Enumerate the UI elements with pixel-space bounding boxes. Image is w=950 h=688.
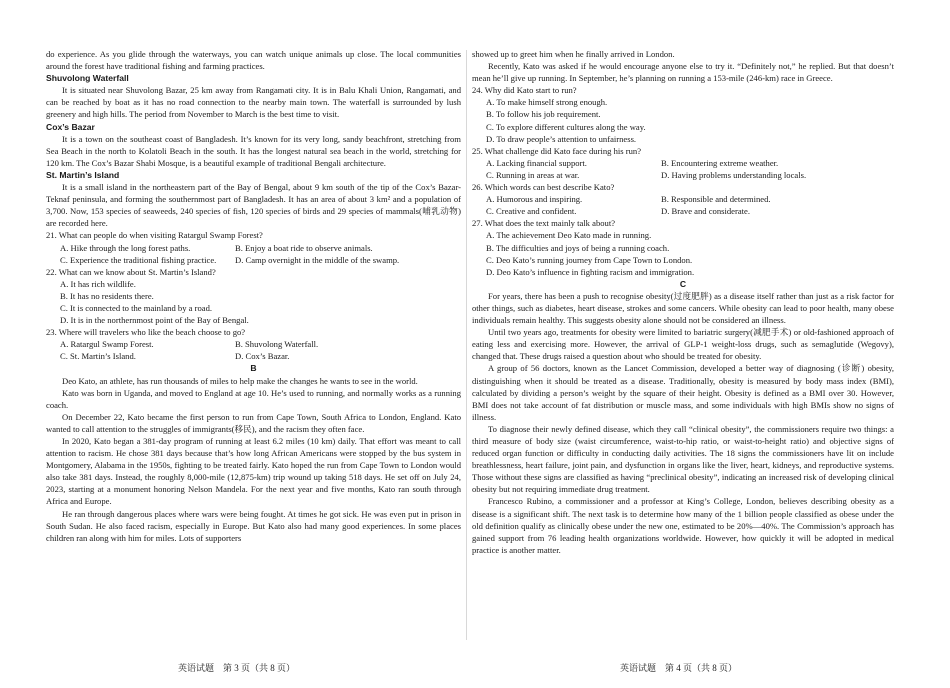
- b-paragraph: Deo Kato, an athlete, has run thousands of miles to help make the changes he wants to see in the world.: [62, 375, 418, 386]
- right-column: [472, 48, 894, 556]
- b-paragraph: He ran through dangerous places where wars were being fought. At times he got sick. He was even put in prison in South Sudan. He also faced racism, especially in Europe. But Kato also had many good experiences. In some places children ran along with him for miles. Lots of supporters: [46, 508, 461, 543]
- c-paragraph: To diagnose their newly defined disease, which they call “clinical obesity”, the commissioners require two things: a third measure of body size (waist circumference, waist-to-hip ratio, or waist-to-height ratio) and objective signs of reduced organ function or difficulty in conducting daily activities. The 18 signs the commissioners have lit on include breathlessness, heart failure, joint pain, and dysfunction in organs like the liver, heart, kidneys, and reproductive systems. Those without these signs are classified as having “preclinical obesity”, indicating an increased risk of developing clinical obesity but not requiring immediate drug treatment.: [472, 423, 894, 495]
- heading-shuvolong: Shuvolong Waterfall: [46, 73, 129, 84]
- heading-st-martins: St. Martin’s Island: [46, 169, 120, 180]
- question-27: 27. What does the text mainly talk about? A. The achievement Deo Kato made in running. B. The difficulties and joys of being a running coach. C. Deo Kato’s running journey from Cape Town to London. D. Deo Kato’s influence in fighting racism and immigration.: [472, 218, 695, 277]
- paragraph-coxs-bazar: It is a town on the southeast coast of Bangladesh. It’s known for its very long, sandy beachfront, stretching from Sea Beach in the north to Kolatoli Beach in the south. It has the longest natural sea beach in the world, stretching for 120 km. The Cox’s Bazar Shabi Mosque, is a beautiful example of traditional Bengali architecture.: [46, 133, 461, 168]
- c-paragraph: Until two years ago, treatments for obesity were limited to bariatric surgery(减肥手术) or old-fashioned approach of eating less and exercising more. However, the arrival of GLP-1 weight-loss drugs, such as semaglutide (Wegovy), changed that. These drugs raised a question about who should be treated for obesity.: [472, 327, 894, 362]
- b-paragraph: Recently, Kato was asked if he would encourage anyone else to try it. “Definitely not,” he replied. But that doesn’t mean he’ll give up running. In September, he’s planning on running a 153-mile (246-km) race in Greece.: [472, 61, 894, 84]
- c-paragraph: A group of 56 doctors, known as the Lancet Commission, developed a better way of diagnosing (诊断) obesity, distinguishing when it should be treated as a disease. Traditionally, obesity is measured by body mass index (BMI), calculated by dividing a person’s weight by the square of their height. Obesity is defined as a BMI over 30. However, BMI does not take account of fat distribution or muscle mass, and some individuals with high BMIs show no signs of illness.: [472, 363, 894, 422]
- question-21: 21. What can people do when visiting Ratargul Swamp Forest? A. Hike through the long forest paths. B. Enjoy a boat ride to observe animals. C. Experience the traditional fishing practice. D. Camp overnight in the middle of the swamp.: [46, 230, 400, 265]
- left-column: [46, 48, 461, 544]
- question-25: 25. What challenge did Kato face during his run? A. Lacking financial support. B. Encountering extreme weather. C. Running in areas at war. D. Having problems understanding locals.: [472, 145, 807, 180]
- page-footer-right: 英语试题 第 4 页（共 8 页）: [620, 663, 738, 673]
- question-26: 26. Which words can best describe Kato? A. Humorous and inspiring. B. Responsible and determined. C. Creative and confident. D. Brave and considerate.: [472, 182, 771, 217]
- b-continuation: showed up to greet him when he finally arrived in London.: [472, 49, 675, 59]
- b-paragraph: On December 22, Kato became the first person to run from Cape Town, South Africa to London, England. Kato wanted to call attention to the struggles of immigrants(移民), and the racism they often face.: [46, 411, 461, 434]
- section-b-label: B: [250, 363, 257, 374]
- question-22: 22. What can we know about St. Martin’s Island? A. It has rich wildlife. B. It has no residents there. C. It is connected to the mainland by a road. D. It is in the northernmost point of the Bay of Bengal.: [46, 266, 249, 326]
- c-paragraph: Francesco Rubino, a commissioner and a professor at King’s College, London, believes describing obesity as a disease is a significant shift. The next task is to determine how many of the 1 billion people classified as obese under the old definition qualify as clinically obese under the new one, estimated to be 20%—40%. The Commission’s approach has gained support from 76 leading health organizations worldwide. However, how quickly it will be adopted in medical practice is another matter.: [472, 496, 894, 555]
- page-footer-left: 英语试题 第 3 页（共 8 页）: [178, 663, 296, 673]
- question-24: 24. Why did Kato start to run? A. To make himself strong enough. B. To follow his job requirement. C. To explore different cultures along the way. D. To draw people’s attention to unfairness.: [472, 85, 646, 144]
- section-c-label: C: [679, 278, 687, 289]
- paragraph-shuvolong: It is situated near Shuvolong Bazar, 25 km away from Rangamati city. It is in Balu Khali Union, Rangamati, and can be reached by boat as it has no road connection to the nearby main town. The waterfall is surrounded by lush greenery and high hills. The period from November to March is the best time to visit.: [46, 85, 461, 120]
- b-paragraph: Kato was born in Uganda, and moved to England at age 10. He’s used to running, and normally works as a running coach.: [46, 387, 461, 410]
- b-paragraph: In 2020, Kato began a 381-day program of running at least 6.2 miles (10 km) daily. That effort was meant to call attention to racism. He chose 381 days because that’s how long African Americans were stopped by the bus system in Montgomery, Alabama in the 1950s, fighting to be treated fairly. Kato hoped the run from Cape Town to London would also take 381 days. Instead, the roughly 8,000-mile (12,875-km) trip wound up taking 518 days. He set off on July 24, 2023, starting at a monument honoring Nelson Mandela. For the next year and five months, Kato ran south through Africa and Europe.: [46, 436, 461, 507]
- paragraph-st-martins: It is a small island in the northeastern part of the Bay of Bengal, about 9 km south of the tip of the Cox’s Bazar-Teknaf peninsula, and forming the southernmost part of Bangladesh. It has an area of about 3 km² and a population of 3,700. Now, 153 species of seaweeds, 240 species of fish, 120 species of birds and 29 species of mammals(哺乳动物) are recorded here.: [46, 182, 461, 229]
- heading-coxs-bazar: Cox’s Bazar: [46, 121, 95, 132]
- intro-paragraph: do experience. As you glide through the waterways, you can watch unique animals up close. The local communities around the forest have traditional fishing and farming practices.: [46, 49, 461, 72]
- question-23: 23. Where will travelers who like the beach choose to go? A. Ratargul Swamp Forest. B. Shuvolong Waterfall. C. St. Martin’s Island. D. Cox’s Bazar.: [46, 327, 319, 362]
- c-paragraph: For years, there has been a push to recognise obesity(过度肥胖) as a disease itself rather than just as a risk factor for other things, such as diabetes, heart disease, strokes and some cancers. While obesity can lead to poor health, many obese individuals remain healthy. This suggests obesity alone should not be considered an illness.: [472, 290, 894, 326]
- column-divider: [466, 50, 467, 640]
